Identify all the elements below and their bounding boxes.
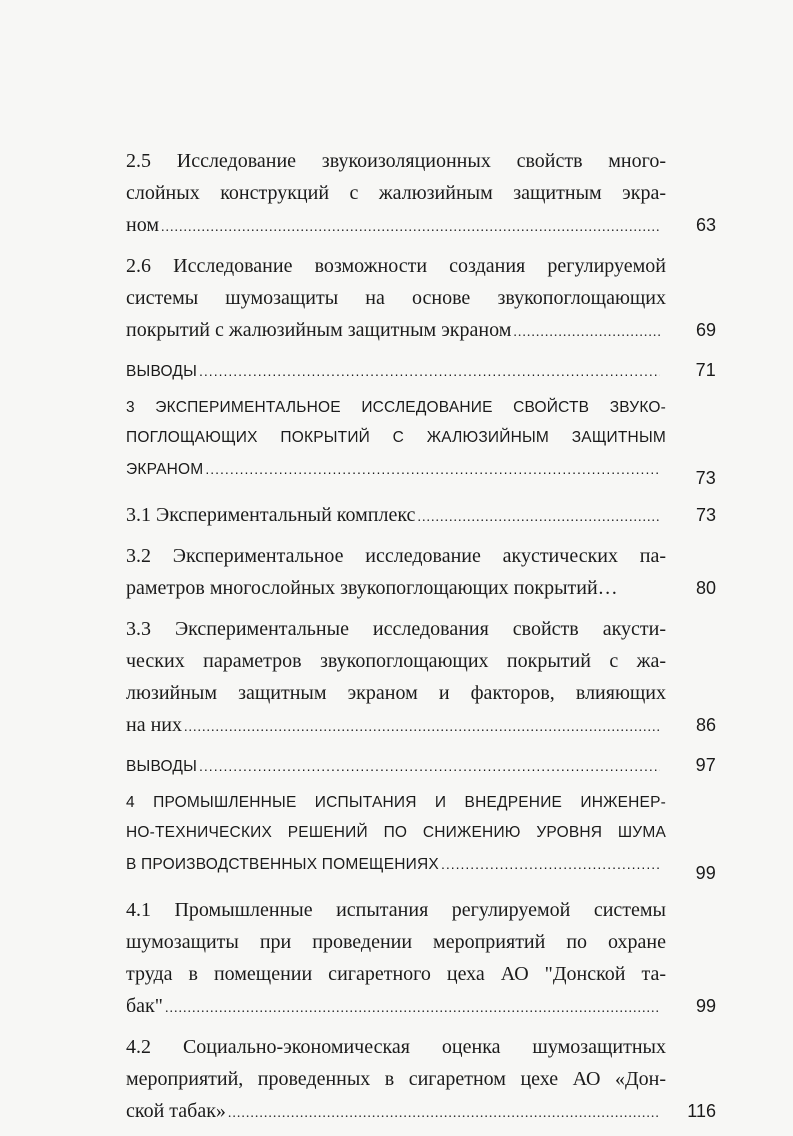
toc-entry-line: ВЫВОДЫ [126, 363, 198, 380]
toc-entry-4-1 [126, 894, 716, 1025]
toc-entry-3-1 [126, 499, 716, 534]
toc-entry-conclusions-3 [126, 750, 716, 782]
page-number: 99 [695, 863, 716, 883]
dot-leader [199, 751, 660, 781]
toc-entry-line: ской табак» [126, 1100, 226, 1122]
page-number: 71 [695, 360, 716, 380]
page-number: 116 [687, 1101, 716, 1121]
toc-entry-line: 2.5 Исследование звукоизоляционных свойств много- [126, 150, 666, 172]
toc-entry-line: ВЫВОДЫ [126, 758, 198, 775]
dot-leader [205, 454, 660, 484]
toc-entry-line: системы шумозащиты на основе звукопоглощающих [126, 287, 666, 309]
page-number: 86 [695, 715, 716, 735]
toc-entry-line: шумозащиты при проведении мероприятий по охране [126, 931, 666, 953]
dot-leader [161, 212, 660, 244]
toc-entry-line: раметров многослойных звукопоглощающих покрытий… [126, 577, 618, 599]
toc-entry-line: покрытий с жалюзийным защитным экраном [126, 319, 512, 341]
dot-leader [417, 502, 660, 534]
toc-entry-line: бак" [126, 995, 163, 1017]
page-number: 69 [695, 320, 716, 340]
toc-entry-chapter-3 [126, 393, 716, 488]
page-number: 73 [695, 468, 716, 488]
toc-entry-line: слойных конструкций с жалюзийным защитным экра- [126, 182, 666, 204]
toc-entry-line: 4 ПРОМЫШЛЕННЫЕ ИСПЫТАНИЯ И ВНЕДРЕНИЕ ИНЖЕНЕР- [126, 794, 666, 811]
toc-entry-line: люзийным защитным экраном и факторов, влияющих [126, 682, 666, 704]
toc-entry-chapter-4 [126, 788, 716, 883]
toc-entry-line: ПОГЛОЩАЮЩИХ ПОКРЫТИЙ С ЖАЛЮЗИЙНЫМ ЗАЩИТНЫМ [126, 429, 666, 446]
page-number: 80 [695, 578, 716, 598]
dot-leader [228, 1098, 660, 1130]
toc-entry-line: мероприятий, проведенных в сигаретном цехе АО «Дон- [126, 1068, 666, 1090]
toc-entry-line: 3.2 Экспериментальное исследование акустических па- [126, 545, 666, 567]
toc-entry-4-2 [126, 1031, 716, 1130]
toc-entry-line: 3.3 Экспериментальные исследования свойств акусти- [126, 618, 666, 640]
toc-entry-line: 3.1 Экспериментальный комплекс [126, 504, 416, 526]
toc-entry-line: 2.6 Исследование возможности создания регулируемой [126, 255, 666, 277]
page-number: 63 [695, 215, 716, 235]
page-number: 97 [695, 755, 716, 775]
toc-entry-2-6 [126, 250, 716, 349]
toc-entry-line: на них [126, 714, 182, 736]
dot-leader [199, 356, 660, 386]
toc-entry-line: труда в помещении сигаретного цеха АО "Донской та- [126, 963, 666, 985]
toc-entry-3-2 [126, 540, 716, 607]
toc-entry-3-3 [126, 613, 716, 744]
dot-leader [165, 993, 660, 1025]
toc-entry-line: В ПРОИЗВОДСТВЕННЫХ ПОМЕЩЕНИЯХ [126, 856, 439, 873]
toc-entry-line: 4.1 Промышленные испытания регулируемой системы [126, 899, 666, 921]
toc-entry-line: НО-ТЕХНИЧЕСКИХ РЕШЕНИЙ ПО СНИЖЕНИЮ УРОВНЯ ШУМА [126, 824, 666, 841]
dot-leader [441, 849, 660, 879]
page-number: 73 [695, 505, 716, 525]
toc-entry-line: ЭКРАНОМ [126, 461, 204, 478]
toc-entry-2-5 [126, 145, 716, 244]
table-of-contents [126, 145, 716, 1136]
toc-entry-line: 4.2 Социально-экономическая оценка шумозащитных [126, 1036, 666, 1058]
dot-leader [513, 317, 660, 349]
toc-entry-line: ческих параметров звукопоглощающих покрытий с жа- [126, 650, 666, 672]
toc-entry-line: 3 ЭКСПЕРИМЕНТАЛЬНОЕ ИССЛЕДОВАНИЕ СВОЙСТВ ЗВУКО- [126, 399, 666, 416]
toc-entry-line: ном [126, 214, 159, 236]
dot-leader [184, 712, 660, 744]
page-number: 99 [695, 996, 716, 1016]
toc-entry-conclusions-2 [126, 355, 716, 387]
